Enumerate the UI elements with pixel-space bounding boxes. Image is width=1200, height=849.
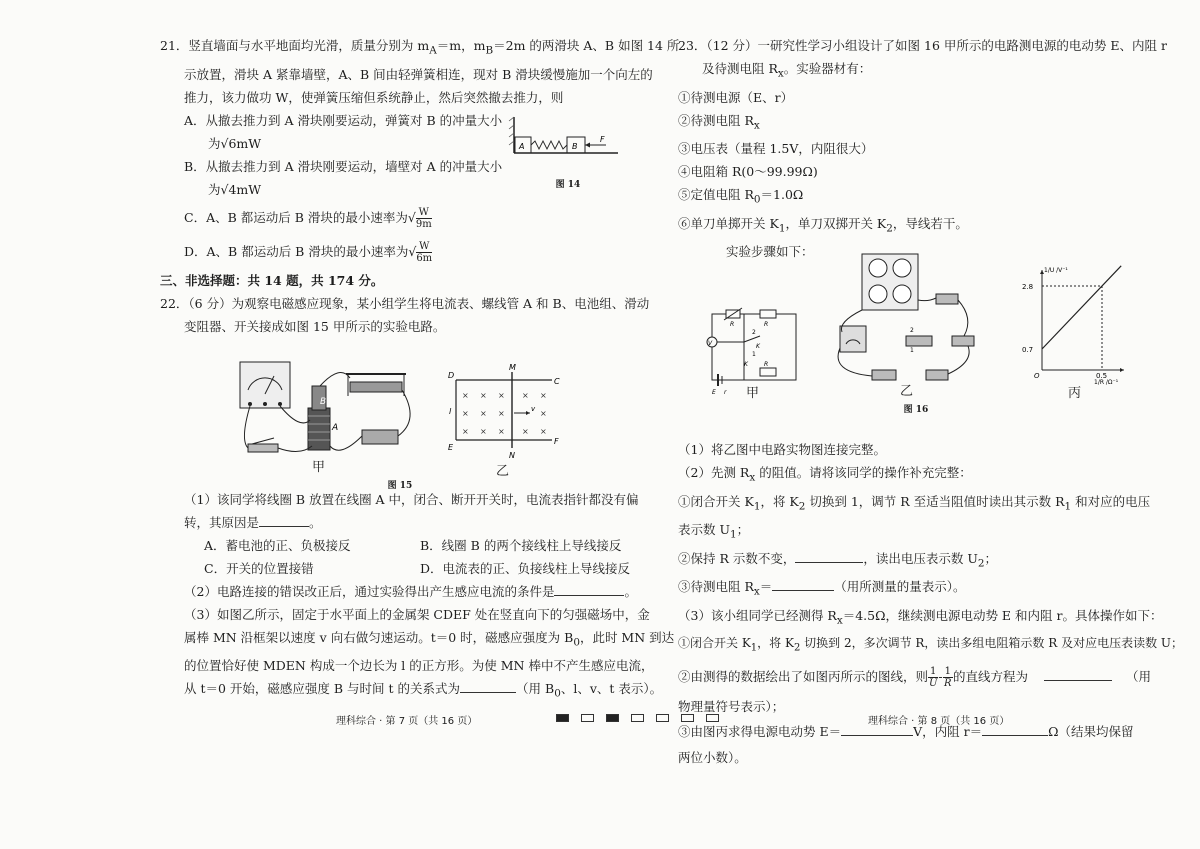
- q23-item-5: ⑤定值电阻 $R_0=1.0\Omega$: [678, 187, 804, 206]
- q21-option-d-num: W: [416, 241, 432, 253]
- q21-option-c-num: W: [416, 207, 432, 219]
- fig16-label-r-box: R: [730, 321, 735, 328]
- q23-part3-step3-text: ③由图丙求得电源电动势 E＝: [678, 724, 842, 740]
- fig16-label-r0: R: [764, 361, 769, 368]
- q23-part2-step2-text: ②保持 R 示数不变，: [678, 550, 796, 566]
- figure-16-bing-graph: [1020, 262, 1130, 387]
- fig15-label-f: F: [554, 437, 559, 446]
- fig16-label-yi: 乙: [900, 384, 914, 399]
- mark-5: [656, 714, 669, 722]
- fig15-label-e: E: [448, 443, 454, 452]
- q23-part3-step2-text: ②由测得的数据绘出了如图丙所示的图线，则: [678, 669, 929, 685]
- right-page-footer: 理科综合 · 第 8 页（共 16 页）: [868, 716, 1010, 727]
- q23-part2-step3-text: ③待测电阻 $R_x=$: [678, 579, 773, 598]
- figure-15: [230, 360, 570, 490]
- svg-text:×: ×: [480, 391, 487, 400]
- q21-line-1: 21．竖直墙面与水平地面均光滑，质量分别为 $m_A=m$，$m_B=2m$ 的两滑块 A、B 如图 14 所: [160, 38, 680, 57]
- svg-text:×: ×: [540, 391, 547, 400]
- left-page-footer: 理科综合 · 第 7 页（共 16 页）: [336, 716, 478, 727]
- svg-text:×: ×: [522, 427, 529, 436]
- q23-answer-blank-2[interactable]: [772, 576, 834, 591]
- q23-part2-step3-end: （用所测量的量表示）。: [834, 579, 966, 594]
- q23-part3-step3-end: Ω（结果均保留: [1048, 724, 1134, 740]
- figure-16-caption: 图 16: [903, 405, 929, 415]
- q23-part3-step2: ②由测得的数据绘出了如图丙所示的图线，则 $\frac{1}{U}$ - $\frac{1}{R}$ 的直线方程为 （用: [678, 666, 1152, 690]
- graph-x-label: 1/R /Ω⁻¹: [1094, 379, 1119, 386]
- q22-option-b: B．线圈 B 的两个接线柱上导线接反: [420, 537, 622, 553]
- figure-16-jia: [704, 302, 804, 402]
- fig16-label-k2: K: [756, 343, 760, 350]
- graph-y-tick-2: 2.8: [1022, 283, 1034, 291]
- q21-option-d: D．A、B 都运动后 B 滑块的最小速率为√ $\frac{W}{6m}$: [184, 240, 433, 264]
- q22-part1-b: [160, 511, 632, 534]
- fig15-label-jia: 甲: [312, 460, 326, 475]
- q23-part2-step1-b: 表示数 $U_1$；: [678, 522, 750, 541]
- graph-series-line: [1042, 266, 1121, 349]
- svg-text:×: ×: [540, 427, 547, 436]
- q23-part3: （3）该小组同学已经测得 $R_x=4.5\Omega$，继续测电源电动势 E 和内阻 r。具体操作如下：: [678, 607, 1163, 626]
- q23-line-2: 及待测电阻 $R_x$。实验器材有：: [702, 61, 872, 80]
- fig16-label-1: 1: [752, 351, 756, 358]
- q21-option-c-den: 9m: [415, 218, 432, 230]
- q23-item-2: ②待测电阻 $R_x$: [678, 112, 760, 131]
- q22-options-cd: [160, 557, 632, 580]
- q22-part2: [160, 580, 637, 603]
- fig16-label-r: r: [724, 389, 727, 396]
- fig16-yi-label-2: 2: [910, 327, 914, 334]
- q23-item-3: ③电压表（量程 1.5V，内阻很大）: [678, 141, 874, 156]
- svg-text:×: ×: [498, 391, 505, 400]
- fig15-label-b: B: [320, 397, 327, 407]
- q21-option-d-text: D．A、B 都运动后 B 滑块的最小速率为: [184, 243, 409, 259]
- mark-2: [581, 714, 594, 722]
- mark-3: [606, 714, 619, 722]
- fig15-label-a: A: [332, 423, 339, 433]
- q22-part1-b-end: 。: [309, 514, 322, 530]
- q22-option-a: A．蓄电池的正、负极接反: [204, 537, 351, 553]
- fig16-label-bing: 丙: [1068, 386, 1082, 401]
- svg-text:×: ×: [462, 427, 469, 436]
- fig14-label-b: B: [572, 142, 578, 151]
- figure-15-caption: 图 15: [387, 481, 413, 491]
- q23-part3-step2-b: 物理量符号表示）；: [678, 699, 785, 715]
- q23-part3-step2-mid: 的直线方程为: [953, 669, 1029, 685]
- q23-item-4: ④电阻箱 R(0～99.99Ω): [678, 164, 818, 179]
- figure-15-drawing: [230, 360, 570, 470]
- fig15-label-c: C: [554, 377, 560, 386]
- q23-part2-step1-a: ①闭合开关 $K_1$，将 $K_2$ 切换到 1，调节 R 至适当阻值时读出其示数 $R_1$ 和对应的电压: [678, 493, 1151, 512]
- q23-part1: （1）将乙图中电路实物图连接完整。: [678, 442, 886, 457]
- fig15-label-n: N: [509, 451, 515, 460]
- graph-y-tick-1: 0.7: [1022, 346, 1034, 354]
- q22-part3-d: [160, 677, 663, 706]
- q22-part3-d-text: 从 t＝0 开始，磁感应强度 B 与时间 t 的关系式为: [184, 681, 461, 696]
- q23-part2: （2）先测 $R_x$ 的阻值。请将该同学的操作补充完整：: [678, 465, 972, 484]
- svg-text:×: ×: [462, 409, 469, 418]
- figure-16-bing: [1020, 262, 1130, 402]
- q21-option-c-text: C．A、B 都运动后 B 滑块的最小速率为: [184, 209, 408, 225]
- q22-line-1: 22．（6 分）为观察电磁感应现象，某小组学生将电流表、螺线管 A 和 B、电池组、滑动: [160, 295, 650, 311]
- q22-part3-b: 属棒 MN 沿框架以速度 v 向右做匀速运动。t＝0 时，磁感应强度为 $B_0$，此时 MN 到达: [184, 629, 675, 648]
- mark-4: [631, 714, 644, 722]
- q21-option-a-cont: 为√6mW: [208, 135, 262, 151]
- q22-part1-b-text: 转，其原因是: [184, 514, 260, 530]
- fig16-label-rx: R: [764, 321, 769, 328]
- q21-option-a: A．从撤去推力到 A 滑块刚要运动，弹簧对 B 的冲量大小: [184, 112, 503, 128]
- figure-14-caption: 图 14: [555, 180, 581, 190]
- q21-option-b-cont: 为√4mW: [208, 181, 262, 197]
- q22-part3-d-end: （用 $B_0$、l、v、t 表示）。: [516, 681, 663, 700]
- q22-line-2: 变阻器、开关接成如图 15 甲所示的实验电路。: [184, 318, 446, 334]
- q23-part3-step1: ①闭合开关 $K_1$，将 $K_2$ 切换到 2，多次调节 R，读出多组电阻箱示数 R 及对应电压表读数 U；: [678, 636, 1184, 654]
- q23-item-6: ⑥单刀单掷开关 $K_1$，单刀双掷开关 $K_2$，导线若干。: [678, 215, 968, 234]
- fig15-label-d: D: [448, 371, 455, 380]
- q21-option-c: C．A、B 都运动后 B 滑块的最小速率为√ $\frac{W}{9m}$: [184, 206, 432, 230]
- svg-text:×: ×: [498, 427, 505, 436]
- q23-part3-step3-mid: V，内阻 r＝: [913, 724, 983, 740]
- q22-options-ab: [160, 534, 632, 557]
- fig15-label-l: l: [449, 407, 452, 416]
- q23-part2-step3: [678, 575, 1148, 604]
- q22-option-d: D．电流表的正、负接线柱上导线接反: [420, 560, 631, 576]
- q21-line-3: 推力，该力做功 W，使弹簧压缩但系统静止，然后突然撤去推力，则: [184, 89, 564, 105]
- fig16-yi-label-1: 1: [910, 347, 914, 354]
- figure-14-drawing: [508, 113, 628, 173]
- q23-part2-step2: [678, 547, 1148, 576]
- svg-text:×: ×: [480, 427, 487, 436]
- fig16-label-e: E: [712, 389, 716, 396]
- q22-part1-a: （1）该同学将线圈 B 放置在线圈 A 中，闭合、断开开关时，电流表指针都没有偏: [184, 491, 639, 507]
- q22-option-c: C．开关的位置接错: [204, 560, 314, 576]
- svg-text:×: ×: [540, 409, 547, 418]
- q22-part2-text: （2）电路连接的错误改正后，通过实验得出产生感应电流的条件是: [184, 583, 555, 599]
- figure-16-yi-drawing: [828, 252, 978, 392]
- svg-text:×: ×: [498, 409, 505, 418]
- q22-answer-blank-2[interactable]: [554, 581, 624, 596]
- q23-part3-step3-b: 两位小数）。: [678, 750, 747, 766]
- q23-item-1: ①待测电源（E、r）: [678, 89, 794, 105]
- fig16-label-k1: K: [744, 361, 748, 368]
- q21-option-d-den: 6m: [416, 252, 433, 264]
- fig15-label-v: v: [531, 405, 536, 413]
- graph-x-tick-1: 0.5: [1096, 372, 1108, 380]
- svg-text:×: ×: [462, 391, 469, 400]
- section-3-heading: 三、非选择题：共 14 题，共 174 分。: [160, 272, 384, 288]
- fig14-label-f: F: [600, 135, 605, 144]
- mark-1: [556, 714, 569, 722]
- q22-part2-end: 。: [624, 583, 637, 599]
- q21-option-b: B．从撤去推力到 A 滑块刚要运动，墙壁对 A 的冲量大小: [184, 158, 503, 174]
- q22-part3-a: （3）如图乙所示，固定于水平面上的金属架 CDEF 处在竖直向下的匀强磁场中，金: [184, 606, 650, 622]
- q22-part3-c: 的位置恰好使 MDEN 构成一个边长为 l 的正方形。为使 MN 棒中不产生感应电流，: [184, 658, 654, 673]
- q23-answer-blank-3[interactable]: [1044, 666, 1112, 681]
- q23-part2-step2-end: ，读出电压表示数 $U_2$；: [863, 550, 998, 569]
- svg-text:×: ×: [522, 391, 529, 400]
- q22-answer-blank-3[interactable]: [460, 678, 516, 693]
- q21-line-2: 示放置，滑块 A 紧靠墙壁，A、B 间由轻弹簧相连，现对 B 滑块缓慢施加一个向左的: [184, 66, 653, 82]
- q23-answer-blank-1[interactable]: [795, 548, 863, 563]
- fig16-label-jia: 甲: [746, 386, 760, 401]
- q23-line-1: 23．（12 分）一研究性学习小组设计了如图 16 甲所示的电路测电源的电动势 E、内阻 r: [678, 38, 1167, 53]
- fig15-label-yi: 乙: [496, 464, 510, 479]
- figure-14: [508, 113, 628, 190]
- fig15-label-m: M: [509, 363, 516, 372]
- fig14-label-a: A: [519, 142, 525, 151]
- fig16-voltmeter-v: V: [708, 340, 713, 347]
- fig16-label-2: 2: [752, 329, 756, 336]
- q23-steps-heading: 实验步骤如下：: [726, 244, 814, 259]
- graph-y-label: 1/U /V⁻¹: [1044, 267, 1068, 274]
- svg-text:×: ×: [480, 409, 487, 418]
- q22-answer-blank-1[interactable]: [259, 512, 309, 527]
- figure-16-yi: [828, 252, 978, 402]
- q23-part3-step2-end: （用: [1126, 669, 1152, 685]
- graph-origin: O: [1034, 372, 1040, 380]
